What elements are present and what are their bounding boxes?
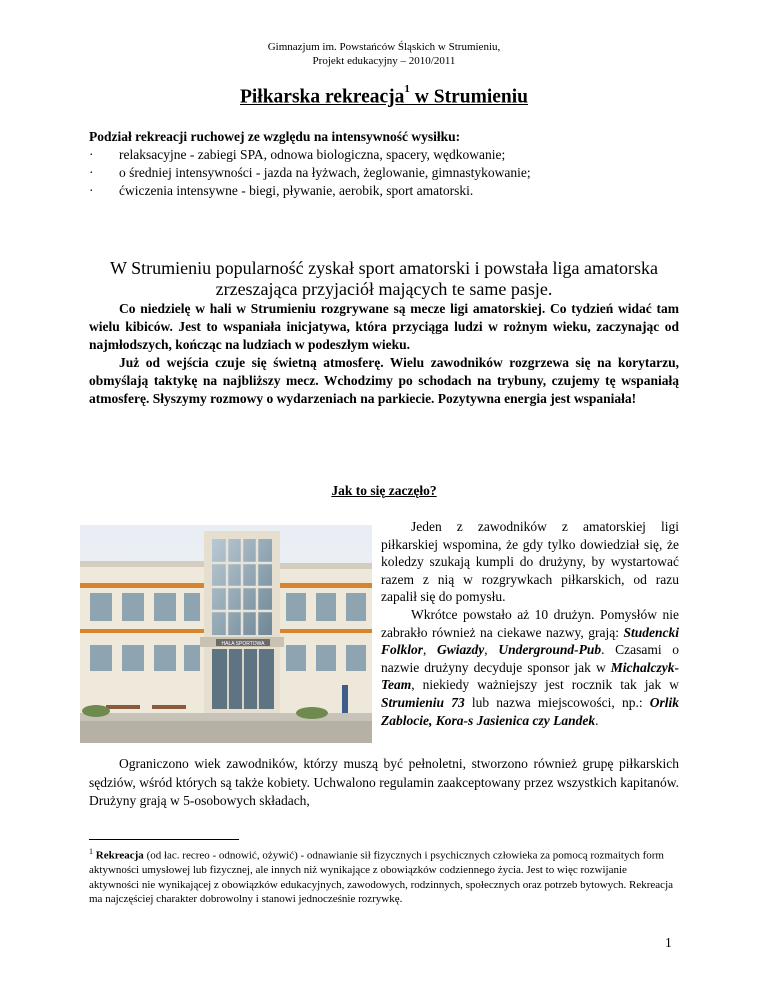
story-column	[381, 518, 679, 729]
title-footnote-ref: 1	[404, 83, 410, 95]
team-name: Studencki Folklor	[381, 624, 679, 658]
bold-paragraphs	[89, 300, 679, 408]
sports-hall-photo	[80, 525, 372, 743]
story-paragraph: Jeden z zawodników z amatorskiej ligi piłkarskiej wspomina, że gdy tylko dowiedział się, że koledzy szukają kumpli do drużyny, by wystartować razem z nią w rozgrywkach piłkarskich, od razu zapalił się do pomysłu.	[381, 519, 679, 605]
intro-line: W Strumieniu popularność zyskał sport amatorski i powstała liga amatorska	[109, 258, 659, 278]
footnote	[89, 845, 679, 907]
footnote-separator	[89, 839, 239, 840]
story-text: , niekiedy ważniejszy jest rocznik tak jak w	[411, 677, 679, 693]
header-school-name: Gimnazjum im. Powstańców Śląskich w Strumieniu,	[267, 41, 501, 53]
recreation-heading: Podział rekreacji ruchowej ze względu na intensywność wysiłku:	[89, 129, 461, 144]
page-number: 1	[665, 935, 672, 950]
list-item-text: ćwiczenia intensywne - biegi, pływanie, aerobik, sport amatorski.	[119, 183, 474, 198]
footnote-term: Rekreacja	[95, 849, 144, 862]
page-header	[0, 40, 768, 68]
separator: ,	[423, 642, 438, 658]
bullet-icon: ·	[89, 165, 94, 180]
story-text: lub nazwa miejscowości, np.:	[464, 694, 650, 710]
story-paragraph-teams	[381, 606, 679, 729]
paragraph-atmosphere: Już od wejścia czuje się świetną atmosferę. Wielu zawodników rozgrzewa się na korytarzu, obmyślają taktykę na najbliższy mecz. Wchodzimy po schodach na trybuny, czujemy tę wspaniałą atmosferę. Słyszymy rozmowy o wydarzeniach na parkiecie. Pozytywna energia jest wspaniała!	[89, 355, 679, 406]
intro-paragraph	[95, 258, 673, 300]
story-text: Wkrótce powstało aż 10 drużyn. Pomysłów nie zabrakło również na ciekawe nazwy, grają:	[381, 606, 679, 640]
separator: ,	[484, 642, 499, 658]
final-paragraph	[89, 755, 679, 811]
list-item-text: o średniej intensywności - jazda na łyżwach, żeglowanie, gimnastykowanie;	[119, 165, 531, 180]
story-text: .	[595, 712, 599, 728]
story-text: . Czasami o nazwie drużyny decyduje sponsor jak w	[381, 642, 680, 675]
document-title	[0, 83, 768, 109]
team-name: Strumieniu 73	[381, 694, 465, 710]
final-paragraph-text: Ograniczono wiek zawodników, którzy muszą być pełnoletni, stworzono również grupę piłkarskich sędziów, wśród których są także kobiety. Uchwalono regulamin zaakceptowany przez wszystkich kapitanów. Drużyny grają w 5-osobowych składach,	[89, 756, 679, 808]
footnote-number: 1	[89, 847, 93, 856]
bullet-icon: ·	[89, 183, 94, 198]
hall-sign-text: HALA SPORTOWA	[221, 641, 265, 647]
title-text: Piłkarska rekreacja	[239, 86, 405, 108]
team-name: Michalczyk-Team	[381, 659, 679, 693]
list-item-text: relaksacyjne - zabiegi SPA, odnowa biologiczna, spacery, wędkowanie;	[119, 147, 506, 162]
paragraph-sunday-matches: Co niedzielę w hali w Strumieniu rozgrywane są mecze ligi amatorskiej. Co tydzień widać tam wielu kibiców. Jest to wspaniała inicjatywa, która przyciąga ludzi w rożnym wieku, zaczynając od najmłodszych, kończąc na ludziach w podeszłym wieku.	[89, 301, 679, 352]
bullet-icon: ·	[89, 147, 94, 162]
team-name: Orlik Zablocie, Kora-s Jasienica czy Landek	[381, 694, 680, 728]
section-subheading: Jak to się zaczęło?	[331, 483, 437, 498]
team-name: Gwiazdy	[437, 642, 485, 658]
intro-line: zrzeszająca przyjaciół mających te same pasje.	[215, 279, 553, 299]
title-text-end: w Strumieniu	[409, 86, 529, 108]
team-name: Underground-Pub	[498, 642, 602, 658]
header-project: Projekt edukacyjny – 2010/2011	[312, 55, 456, 67]
footnote-text: (od łac. recreo - odnowić, ożywić) - odnawianie sił fizycznych i psychicznych człowieka za pomocą rozmaitych form aktywności umysłowej lub fizycznej, ale innych niż wynikające z obowiązków codziennego życia. Jest to więc rozwijanie aktywności nie wynikającej z obowiązków edukacyjnych, zawodowych, rodzinnych, społecznych oraz potrzeb bytowych. Rekreacja ma najczęściej charakter dobrowolny i stanowi jednocześnie rozrywkę.	[89, 849, 674, 906]
